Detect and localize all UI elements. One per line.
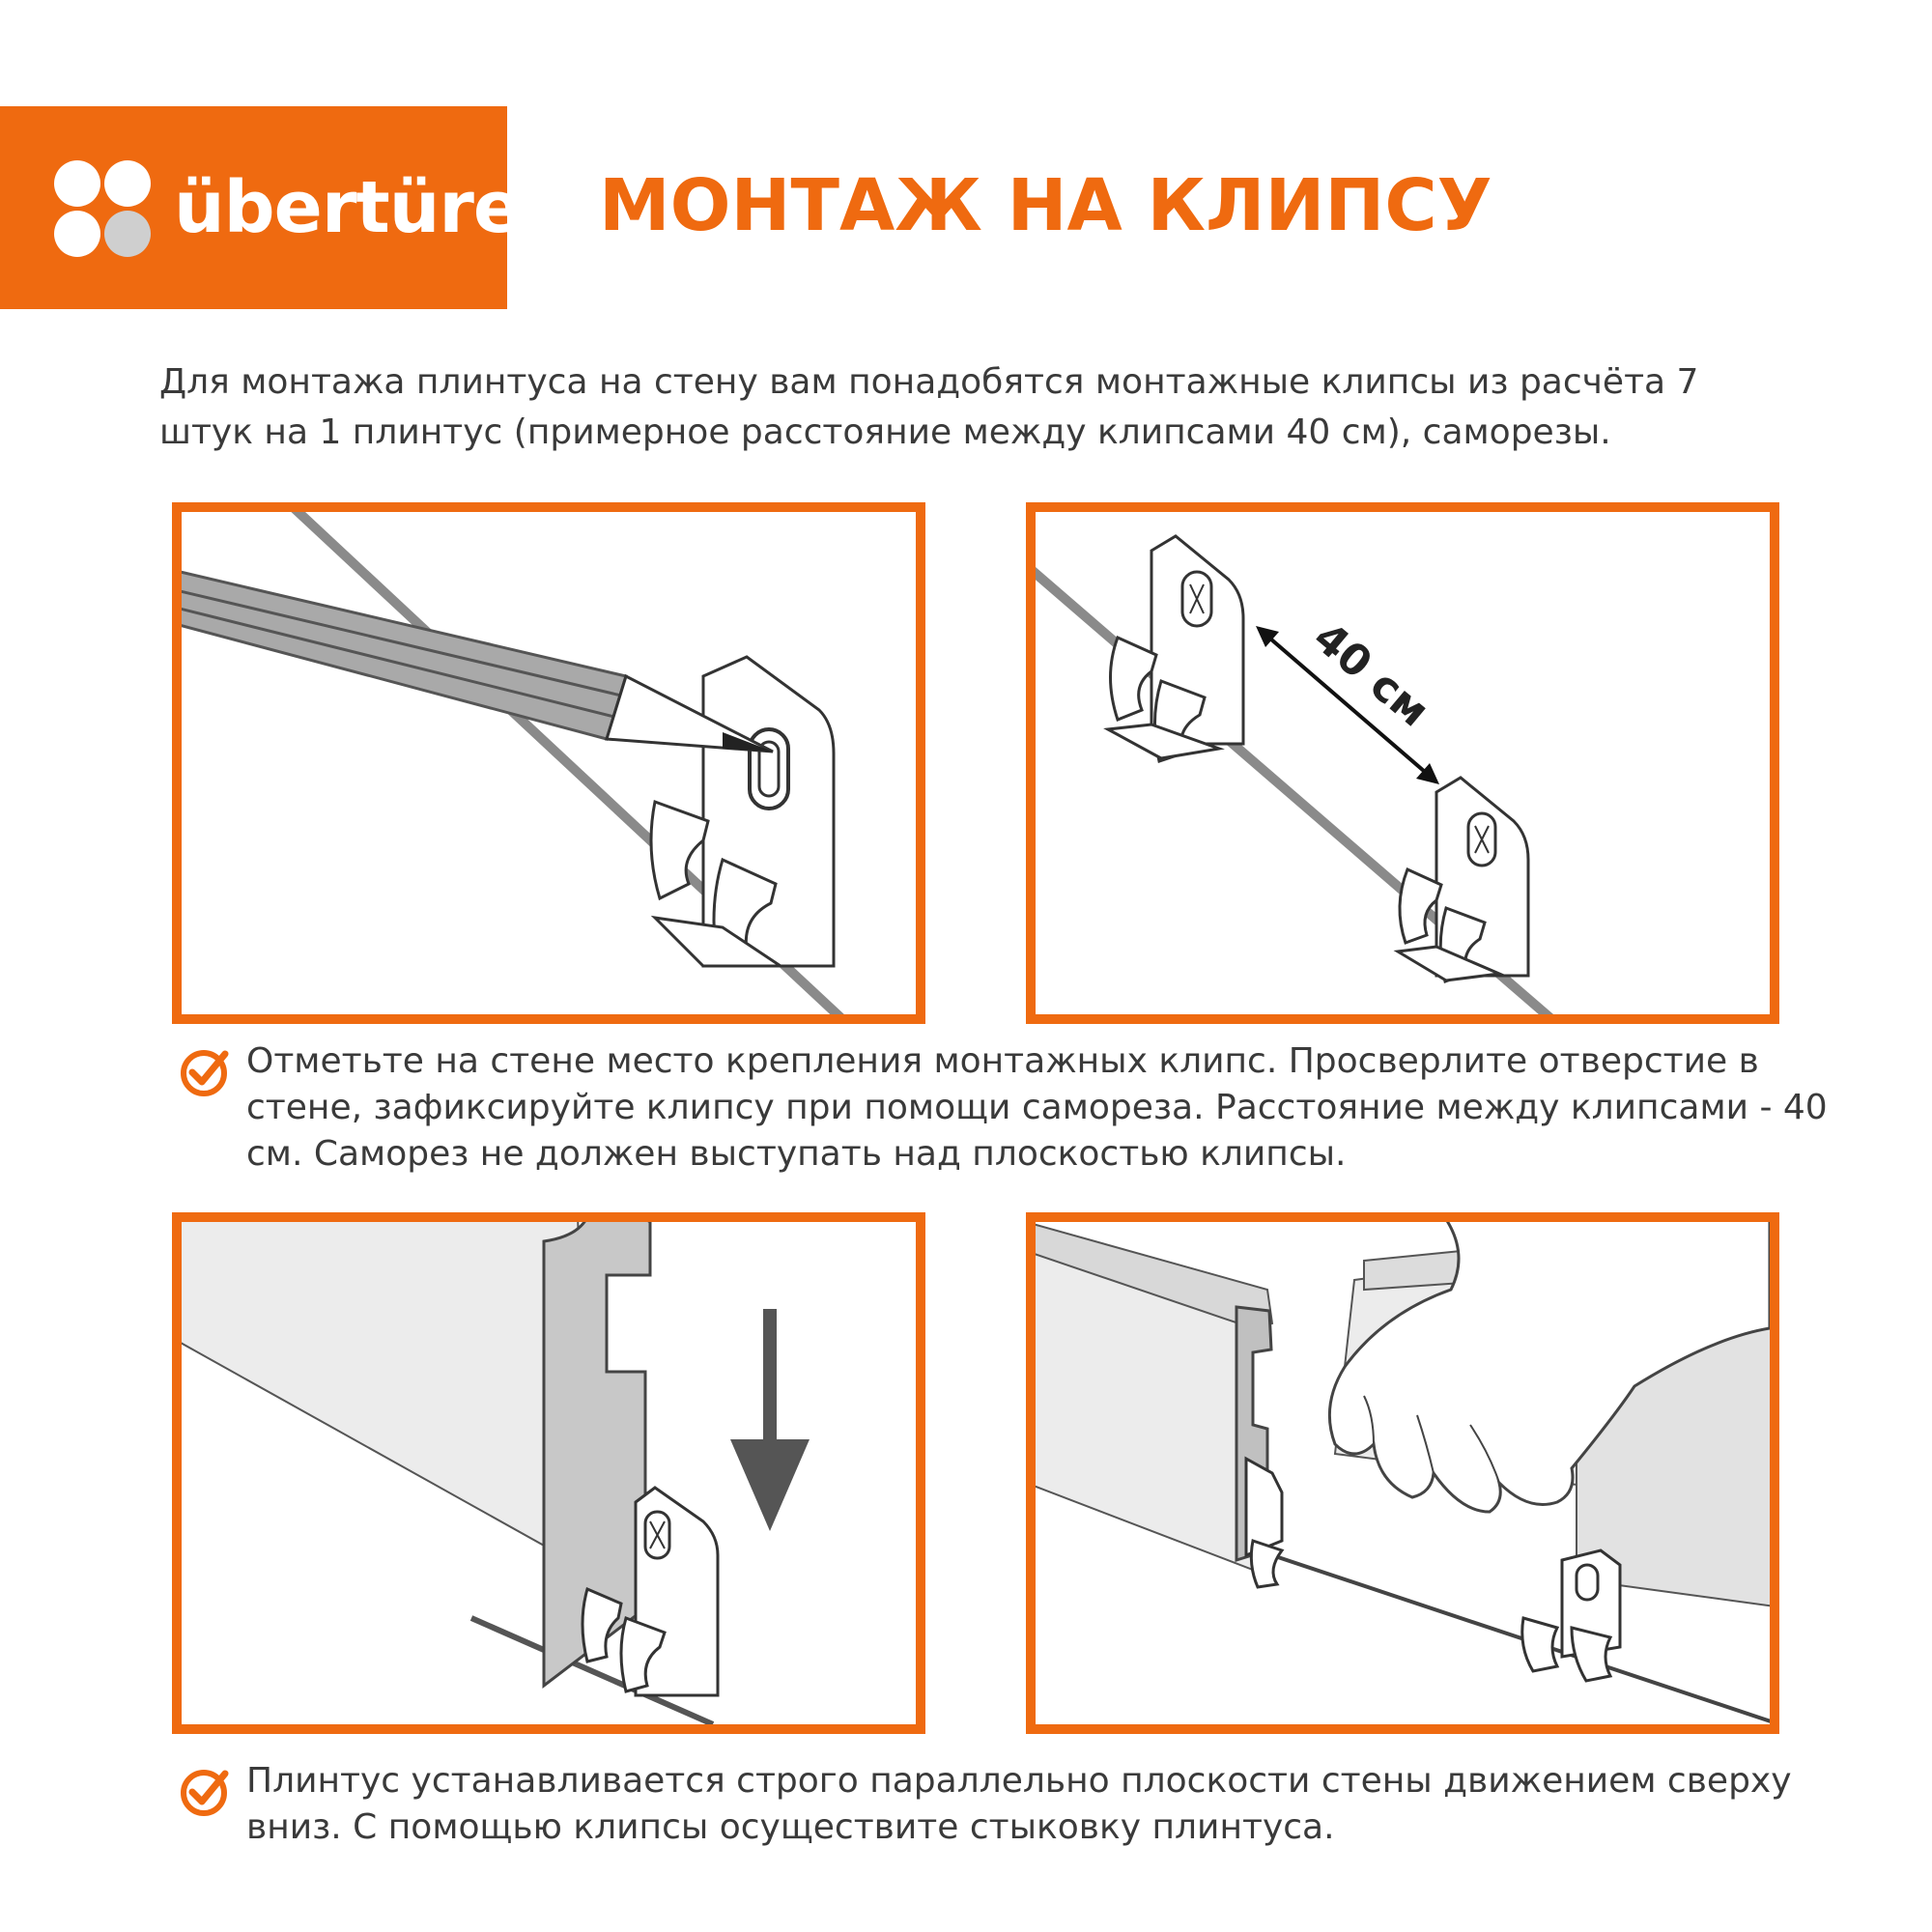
logo-dots-icon — [53, 159, 159, 266]
illustration-clip-spacing — [1036, 512, 1770, 1014]
illustration-mark-hole — [182, 512, 916, 1014]
clip-icon — [1522, 1550, 1620, 1681]
clip-icon — [1398, 778, 1528, 981]
check-circle-icon — [179, 1766, 231, 1818]
illustration-install-down — [182, 1222, 916, 1724]
panel-mark-hole — [172, 502, 925, 1024]
brand-name: übertüre — [174, 166, 522, 249]
step-2-text: Плинтус устанавливается строго параллельно плоскости стены движением сверху вниз. С помощью клипсы осуществите стыковку плинтуса. — [246, 1761, 1792, 1847]
illustration-joining — [1036, 1222, 1770, 1724]
skirting-board-icon — [182, 1222, 650, 1686]
clip-icon — [1246, 1459, 1282, 1587]
skirting-board-icon — [1036, 1222, 1272, 1570]
panel-install-down — [172, 1212, 925, 1734]
page-title: МОНТАЖ НА КЛИПСУ — [599, 164, 1492, 247]
step-1-text: Отметьте на стене место крепления монтажных клипс. Просверлите отверстие в стене, зафиксируйте клипсу при помощи самореза. Расстояние между клипсами - 40 см. Саморез не должен выступать над плоскостью клипсы. — [246, 1041, 1828, 1174]
down-arrow-icon — [730, 1309, 810, 1531]
check-circle-icon — [179, 1046, 231, 1098]
clip-icon — [1108, 536, 1243, 761]
intro-text: Для монтажа плинтуса на стену вам понадобятся монтажные клипсы из расчёта 7 штук на 1 плинтус (примерное расстояние между клипсами 40 см), саморезы. — [159, 362, 1699, 452]
panel-joining — [1026, 1212, 1779, 1734]
panel-clip-spacing — [1026, 502, 1779, 1024]
measure-label: 40 см — [1303, 612, 1438, 737]
pencil-icon — [182, 570, 773, 752]
